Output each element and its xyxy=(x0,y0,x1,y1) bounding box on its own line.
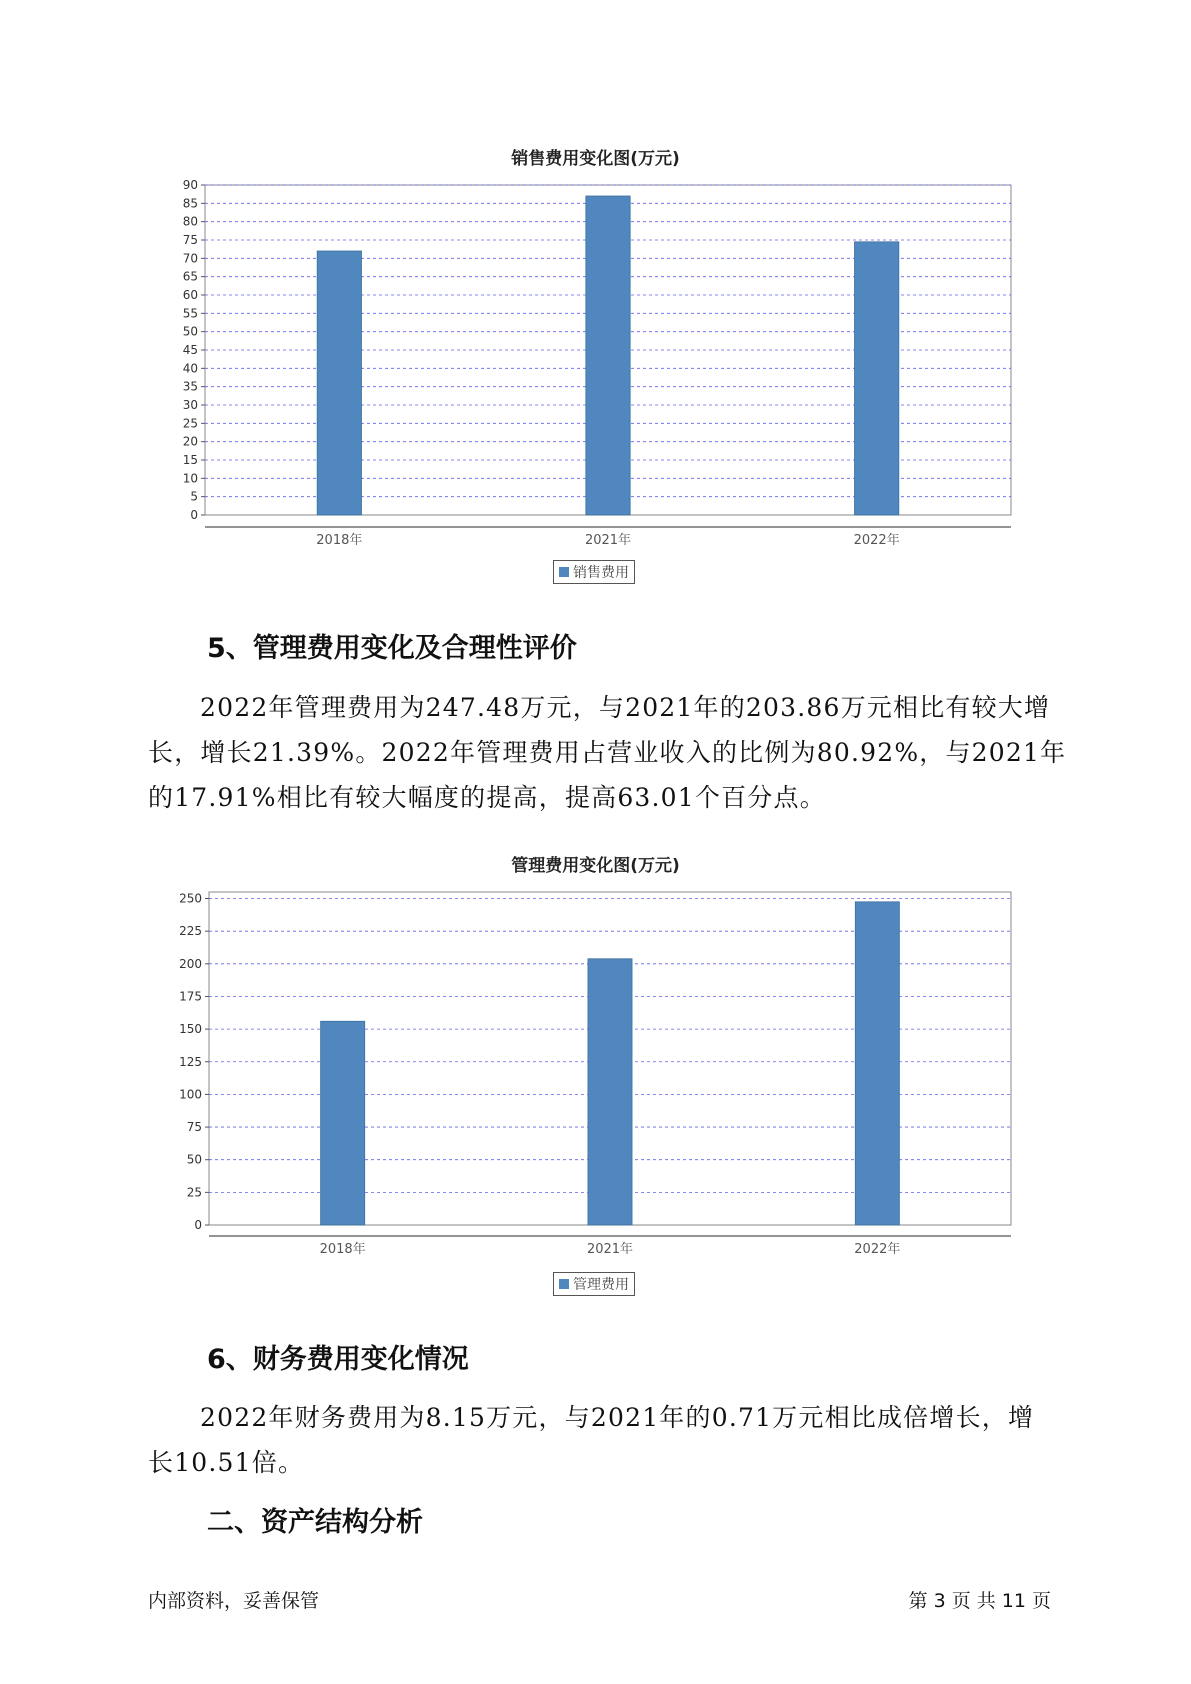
sales-expense-chart xyxy=(0,170,1191,550)
section-5-heading: 5、管理费用变化及合理性评价 xyxy=(207,633,577,664)
y-tick-label: 70 xyxy=(182,251,198,266)
x-tick-label: 2021年 xyxy=(586,1242,634,1257)
y-tick-label: 50 xyxy=(186,1152,202,1167)
y-tick-label: 55 xyxy=(182,306,198,321)
legend-swatch xyxy=(559,1279,569,1289)
legend-label: 管理费用 xyxy=(573,1277,629,1293)
y-tick-label: 15 xyxy=(182,453,198,467)
paragraph-line: 2022年财务费用为8.15万元，与2021年的0.71万元相比成倍增长，增 xyxy=(200,1403,1035,1432)
y-tick-label: 30 xyxy=(182,398,198,412)
x-tick-label: 2022年 xyxy=(854,1242,901,1257)
mgmt-chart-legend xyxy=(553,1272,635,1296)
y-tick-label: 25 xyxy=(182,416,198,431)
y-tick-label: 175 xyxy=(179,989,202,1004)
footer-confidential: 内部资料，妥善保管 xyxy=(148,1590,320,1612)
y-tick-label: 200 xyxy=(179,956,202,971)
y-tick-label: 0 xyxy=(190,508,198,522)
y-tick-label: 35 xyxy=(182,379,198,394)
paragraph-line: 长10.51倍。 xyxy=(148,1448,305,1477)
bar xyxy=(317,251,361,515)
y-tick-label: 100 xyxy=(179,1087,202,1102)
y-tick-label: 75 xyxy=(186,1120,202,1135)
y-tick-label: 85 xyxy=(182,196,198,211)
legend-swatch xyxy=(559,567,569,577)
x-tick-label: 2021年 xyxy=(584,533,632,548)
bar xyxy=(586,196,630,515)
sales-chart-legend xyxy=(553,560,635,584)
y-tick-label: 80 xyxy=(182,214,198,229)
y-tick-label: 0 xyxy=(194,1218,202,1232)
y-tick-label: 60 xyxy=(182,288,198,302)
y-tick-label: 25 xyxy=(186,1185,202,1200)
bar xyxy=(855,242,899,515)
bar xyxy=(588,959,632,1225)
y-tick-label: 90 xyxy=(182,178,198,192)
y-tick-label: 150 xyxy=(179,1022,202,1037)
y-tick-label: 250 xyxy=(179,891,202,906)
paragraph-line: 2022年管理费用为247.48万元，与2021年的203.86万元相比有较大增 xyxy=(200,693,1051,722)
y-tick-label: 125 xyxy=(179,1054,202,1069)
y-tick-label: 225 xyxy=(179,924,202,939)
bar xyxy=(855,902,899,1225)
mgmt-expense-chart xyxy=(0,880,1191,1260)
y-tick-label: 75 xyxy=(182,233,198,247)
x-tick-label: 2018年 xyxy=(316,533,363,548)
y-tick-label: 20 xyxy=(182,434,198,449)
legend-label: 销售费用 xyxy=(573,565,629,581)
y-tick-label: 50 xyxy=(182,324,198,339)
mgmt-chart-title: 管理费用变化图(万元) xyxy=(511,856,680,876)
footer-page-number: 第 3 页 共 11 页 xyxy=(908,1590,1051,1612)
y-tick-label: 45 xyxy=(182,343,198,357)
y-tick-label: 65 xyxy=(182,269,198,284)
y-tick-label: 5 xyxy=(190,489,198,504)
section-two-heading: 二、资产结构分析 xyxy=(207,1507,423,1538)
x-tick-label: 2018年 xyxy=(319,1242,366,1257)
y-tick-label: 10 xyxy=(182,471,198,486)
sales-chart-title: 销售费用变化图(万元) xyxy=(511,149,680,169)
paragraph-line: 长，增长21.39%。2022年管理费用占营业收入的比例为80.92%，与2021年 xyxy=(148,738,1067,767)
bar xyxy=(321,1021,365,1225)
section-6-heading: 6、财务费用变化情况 xyxy=(207,1344,469,1375)
paragraph-line: 的17.91%相比有较大幅度的提高，提高63.01个百分点。 xyxy=(148,783,826,812)
y-tick-label: 40 xyxy=(182,361,198,376)
x-tick-label: 2022年 xyxy=(853,533,900,548)
